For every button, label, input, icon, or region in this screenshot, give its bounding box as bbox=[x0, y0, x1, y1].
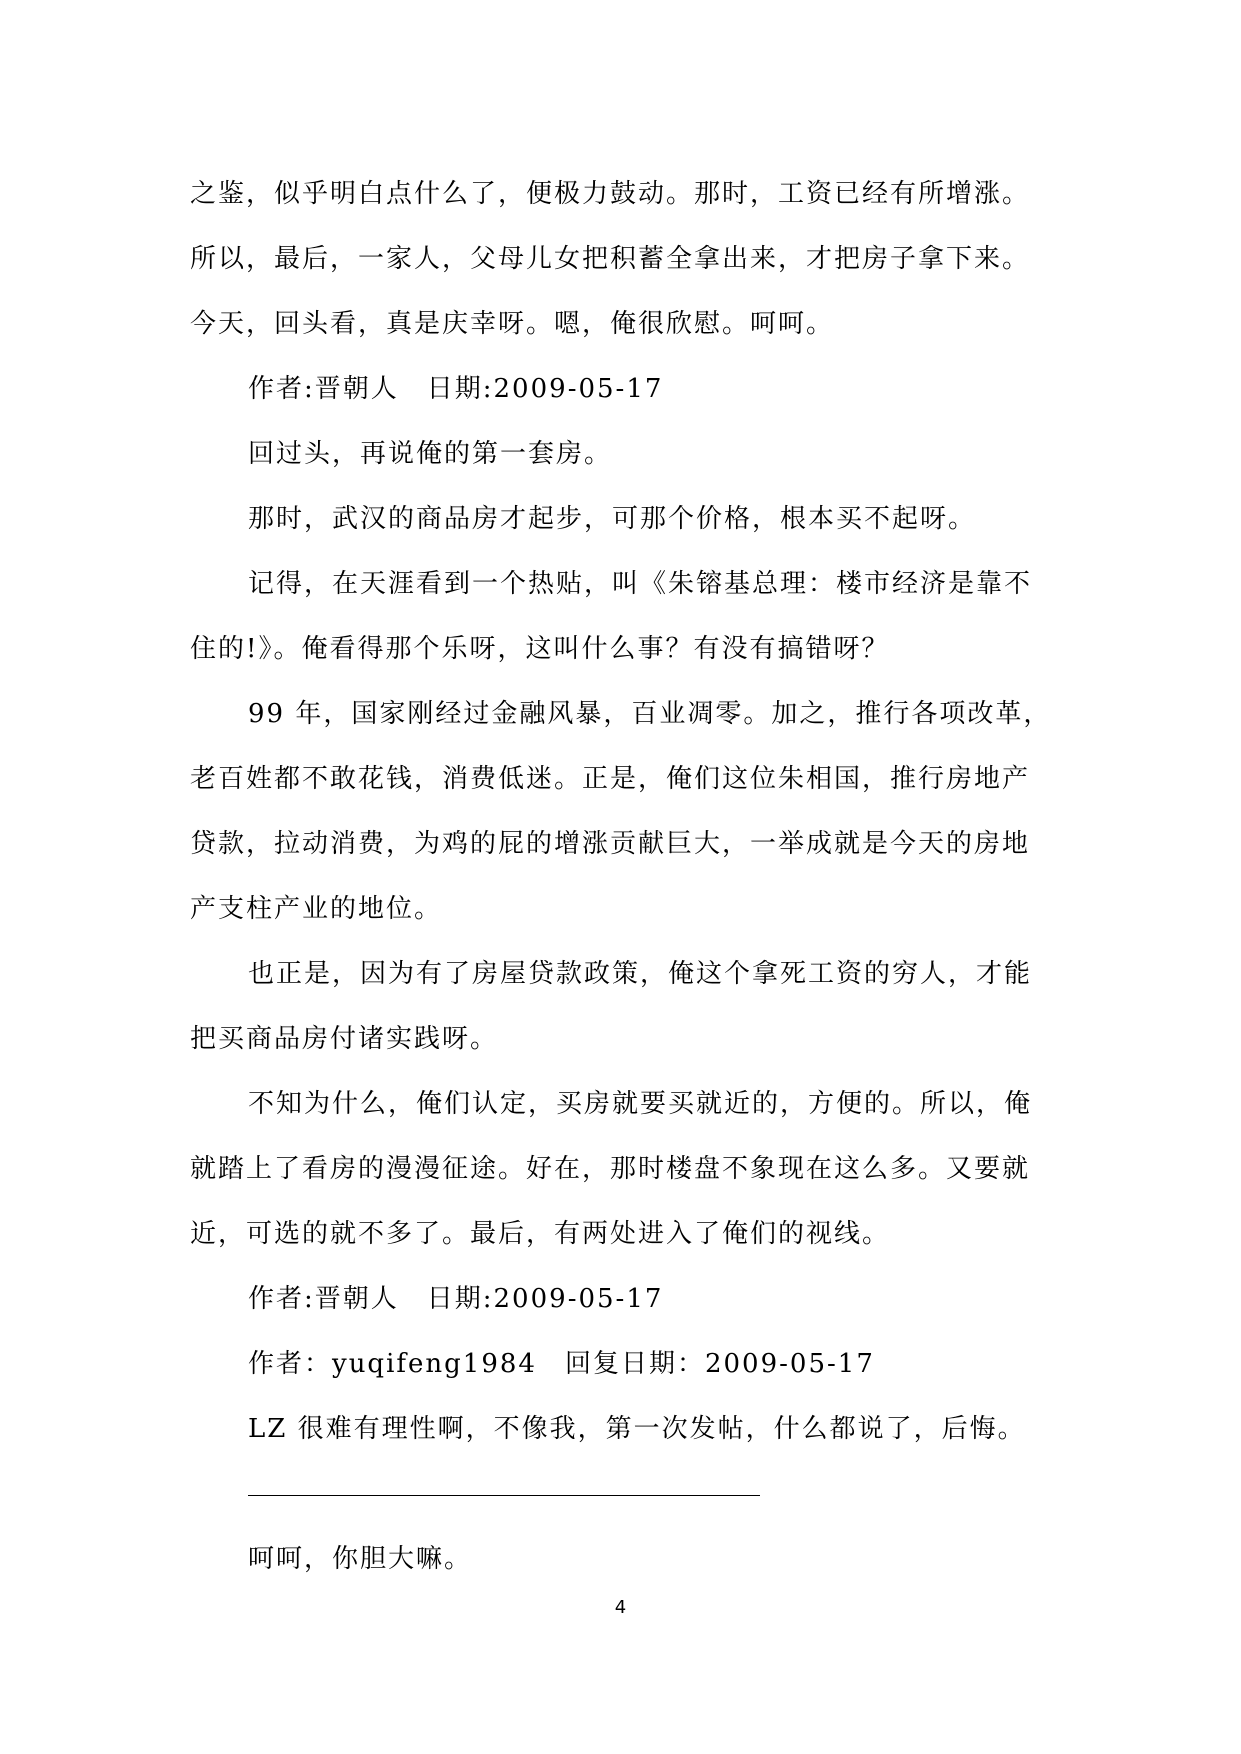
text-line: 老百姓都不敢花钱，消费低迷。正是，俺们这位朱相国，推行房地产 bbox=[190, 764, 1031, 794]
text-line: 产支柱产业的地位。 bbox=[190, 894, 443, 924]
text-line: 把买商品房付诸实践呀。 bbox=[190, 1024, 499, 1054]
document-body bbox=[190, 162, 1052, 1592]
page-number: 4 bbox=[614, 1597, 627, 1618]
text-line: 住的!》。俺看得那个乐呀，这叫什么事？有没有搞错呀？ bbox=[190, 634, 890, 664]
text-line: 之鉴，似乎明白点什么了，便极力鼓动。那时，工资已经有所增涨。 bbox=[190, 179, 1031, 209]
text-line: 作者：yuqifeng1984 回复日期：2009-05-17 bbox=[248, 1349, 875, 1379]
text-line: 贷款，拉动消费，为鸡的屁的增涨贡献巨大，一举成就是今天的房地 bbox=[190, 829, 1031, 859]
text-line: 作者:晋朝人 日期:2009-05-17 bbox=[248, 374, 664, 404]
text-line: 不知为什么，俺们认定，买房就要买就近的，方便的。所以，俺 bbox=[248, 1089, 1033, 1119]
text-line: 99 年，国家刚经过金融风暴，百业凋零。加之，推行各项改革， bbox=[248, 699, 1052, 729]
text-line: 回过头，再说俺的第一套房。 bbox=[248, 439, 613, 469]
divider-rule bbox=[248, 1495, 760, 1496]
text-line: LZ 很难有理性啊，不像我，第一次发帖，什么都说了，后悔。 bbox=[248, 1414, 1026, 1444]
closing-line: 呵呵，你胆大嘛。 bbox=[248, 1544, 473, 1574]
text-line: 所以，最后，一家人，父母儿女把积蓄全拿出来，才把房子拿下来。 bbox=[190, 244, 1031, 274]
text-line: 今天，回头看，真是庆幸呀。嗯，俺很欣慰。呵呵。 bbox=[190, 309, 835, 339]
text-line: 记得，在天涯看到一个热贴，叫《朱镕基总理：楼市经济是靠不 bbox=[248, 569, 1033, 599]
text-line: 就踏上了看房的漫漫征途。好在，那时楼盘不象现在这么多。又要就 bbox=[190, 1154, 1031, 1184]
text-line: 近，可选的就不多了。最后，有两处进入了俺们的视线。 bbox=[190, 1219, 891, 1249]
quote-divider bbox=[190, 1462, 1052, 1527]
paragraph-lines bbox=[190, 162, 1052, 1462]
text-line: 那时，武汉的商品房才起步，可那个价格，根本买不起呀。 bbox=[248, 504, 977, 534]
text-line: 也正是，因为有了房屋贷款政策，俺这个拿死工资的穷人，才能 bbox=[248, 959, 1033, 989]
text-line: 作者:晋朝人 日期:2009-05-17 bbox=[248, 1284, 664, 1314]
